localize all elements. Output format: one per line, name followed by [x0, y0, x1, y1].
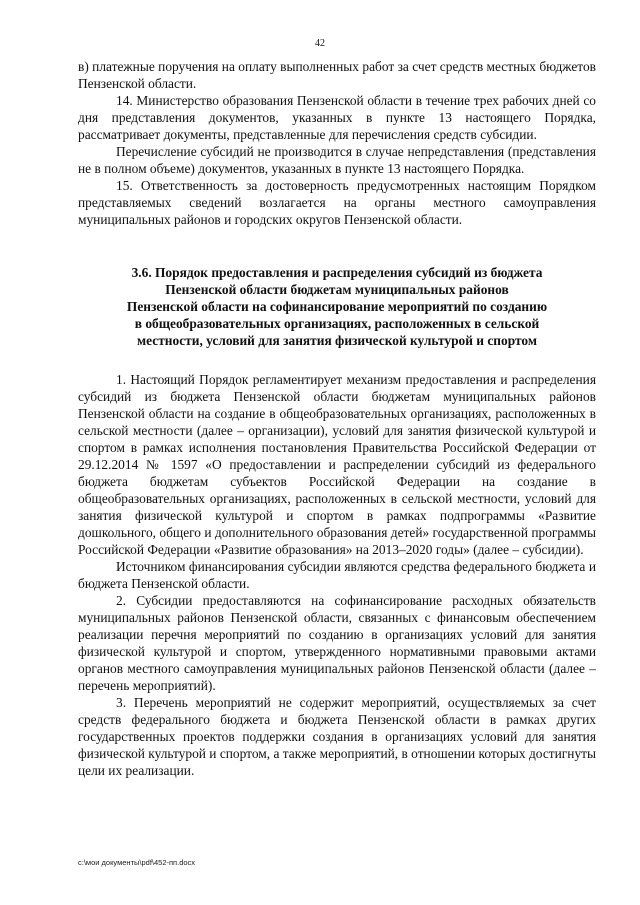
paragraph-item-14-transfer: Перечисление субсидий не производится в случае непредставления (представления не в полном объеме) документов, указанных в пункте 13 настоящего Порядка.	[78, 144, 596, 176]
footer-file-path: c:\мои документы\pdf\452-пп.docx	[78, 858, 196, 867]
section-heading-line: 3.6. Порядок предоставления и распределения субсидий из бюджета	[131, 265, 543, 280]
paragraph-item-1-funding: Источником финансирования субсидии являются средства федерального бюджета и бюджета Пензенской области.	[78, 559, 596, 591]
document-body	[78, 58, 596, 779]
paragraph-item-2: 2. Субсидии предоставляются на софинансирование расходных обязательств муниципальных районов Пензенской области, связанных с финансовым обеспечением реализации перечня мероприятий по созданию в организациях условий для занятия физической культурой и спортом, утвержденного нормативными правовыми актами органов местного самоуправления муниципальных районов Пензенской области (далее – перечень мероприятий).	[78, 593, 596, 693]
paragraph-item-3: 3. Перечень мероприятий не содержит мероприятий, осуществляемых за счет средств федерального бюджета и бюджета Пензенской области в рамках других государственных проектов поддержки создания в организациях условий для занятия физической культурой и спортом, а также мероприятий, в отношении которых достигнуты цели их реализации.	[78, 695, 596, 778]
section-heading-line: Пензенской области на софинансирование мероприятий по созданию	[126, 299, 548, 314]
paragraph-item-15: 15. Ответственность за достоверность предусмотренных настоящим Порядком представляемых сведений возлагается на органы местного самоуправления муниципальных районов и городских округов Пензенской области.	[78, 178, 596, 227]
section-heading	[78, 264, 596, 349]
page-number: 42	[315, 38, 325, 49]
paragraph-item-14: 14. Министерство образования Пензенской области в течение трех рабочих дней со дня представления документов, указанных в пункте 13 настоящего Порядка, рассматривает документы, представленные для перечисления средств субсидии.	[78, 93, 596, 142]
section-heading-line: в общеобразовательных организациях, расположенных в сельской	[134, 316, 540, 331]
section-heading-line: местности, условий для занятия физической культурой и спортом	[137, 333, 537, 348]
paragraph-payment-orders: в) платежные поручения на оплату выполненных работ за счет средств местных бюджетов Пензенской области.	[78, 59, 596, 91]
section-heading-line: Пензенской области бюджетам муниципальных районов	[165, 282, 509, 297]
paragraph-item-1: 1. Настоящий Порядок регламентирует механизм предоставления и распределения субсидий из бюджета Пензенской области бюджетам муниципальных районов Пензенской области на создание в общеобразовательных организациях, расположенных в сельской местности (далее – организации), условий для занятия физической культурой и спортом в рамках исполнения постановления Правительства Российской Федерации от 29.12.2014 № 1597 «О предоставлении и распределении субсидий из федерального бюджета бюджетам субъектов Российской Федерации на создание в общеобразовательных организациях, расположенных в сельской местности, условий для занятия физической культурой и спортом в рамках подпрограммы «Развитие дошкольного, общего и дополнительного образования детей» государственной программы Российской Федерации «Развитие образования» на 2013–2020 годы» (далее – субсидии).	[78, 372, 596, 557]
